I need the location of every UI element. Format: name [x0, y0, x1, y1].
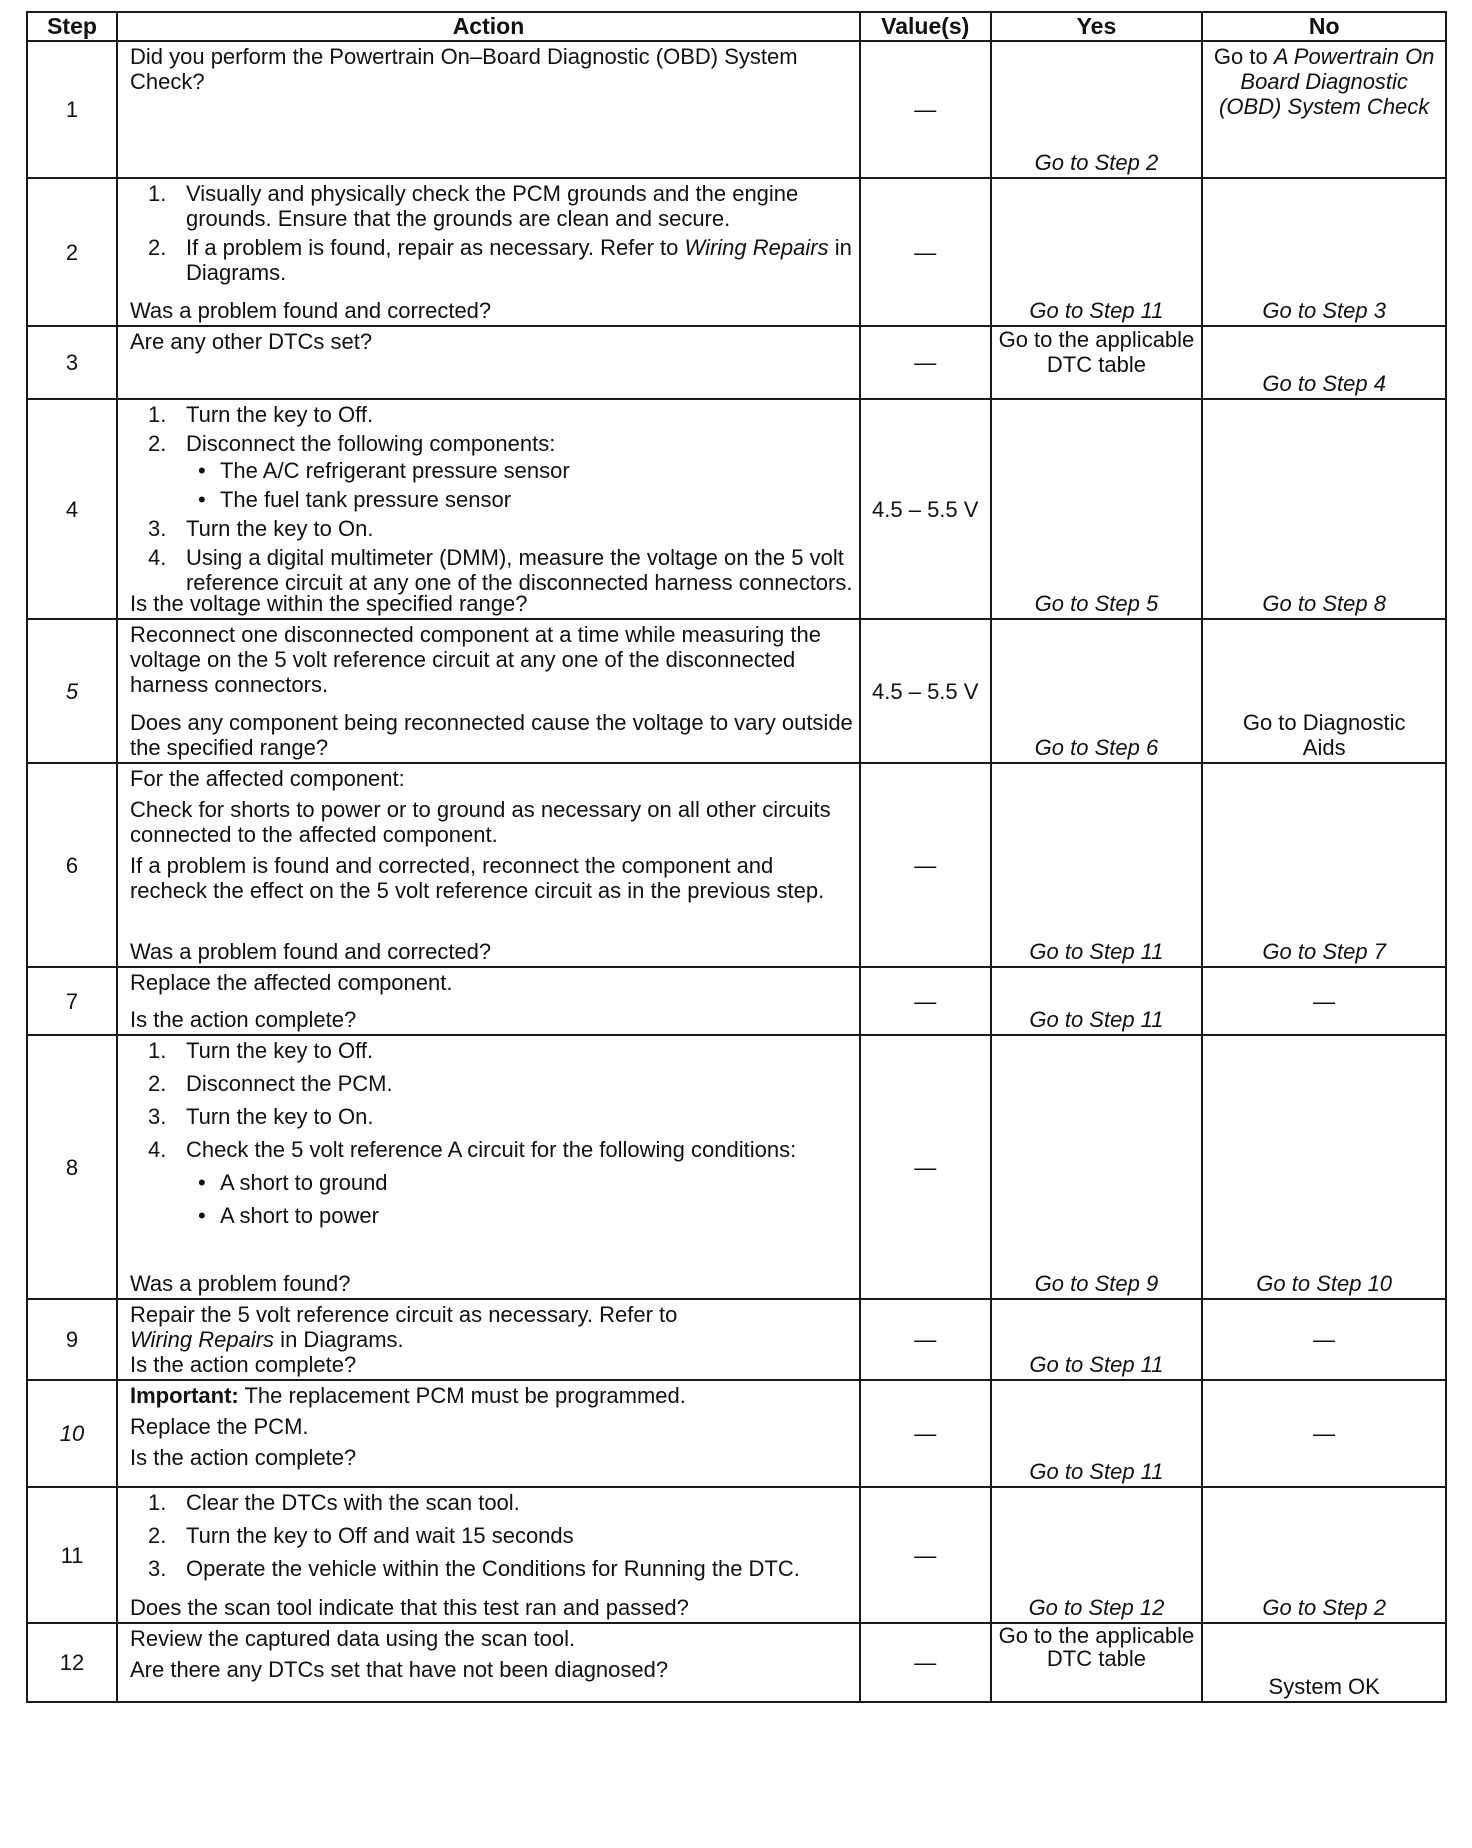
yes-cell	[991, 967, 1203, 1035]
no-cell	[1202, 178, 1446, 326]
no-cell: —	[1202, 1380, 1446, 1487]
yes-result: Go to Step 11	[1029, 1352, 1164, 1377]
reference-tail: in Diagrams.	[274, 1327, 404, 1352]
action-text	[130, 1302, 853, 1352]
table-row	[27, 619, 1446, 763]
no-cell	[1202, 619, 1446, 763]
list-item: 4. Check the 5 volt reference A circuit for the following conditions:	[147, 1137, 797, 1162]
no-cell: —	[1202, 967, 1446, 1035]
no-cell	[1202, 763, 1446, 967]
action-text: Did you perform the Powertrain On–Board Diagnostic (OBD) System Check?	[129, 44, 798, 94]
value-cell: —	[860, 967, 991, 1035]
action-question: Was a problem found?	[129, 1271, 351, 1296]
yes-cell	[991, 41, 1203, 178]
list-item-text: Disconnect the following components:	[185, 431, 556, 456]
list-item: 2. Turn the key to Off and wait 15 seconds	[147, 1523, 574, 1548]
table-row	[27, 178, 1446, 326]
action-question: Is the voltage within the specified range?	[129, 591, 528, 616]
value-cell: —	[860, 1035, 991, 1299]
action-question: Does any component being reconnected cause the voltage to vary outside the specified range?	[129, 710, 853, 760]
yes-cell	[991, 1623, 1203, 1702]
step-number: 5	[27, 619, 117, 763]
list-item-text: Operate the vehicle within the Conditions for Running the DTC.	[185, 1556, 800, 1581]
list-item: 3. Turn the key to On.	[147, 1104, 374, 1129]
action-cell	[117, 1487, 860, 1623]
value-cell: 4.5 – 5.5 V	[860, 399, 991, 619]
header-yes: Yes	[991, 12, 1203, 41]
no-result-link: A Powertrain On Board Diagnostic (OBD) System Check	[1219, 44, 1435, 119]
list-item-text: Turn the key to Off.	[185, 402, 374, 427]
table-row	[27, 1487, 1446, 1623]
yes-cell	[991, 763, 1203, 967]
header-values: Value(s)	[860, 12, 991, 41]
yes-cell	[991, 178, 1203, 326]
action-text: For the affected component:	[129, 766, 405, 791]
yes-cell	[991, 619, 1203, 763]
action-cell	[117, 326, 860, 399]
value-cell: —	[860, 1380, 991, 1487]
yes-result: Go to Step 11	[1029, 939, 1164, 964]
value-cell: 4.5 – 5.5 V	[860, 619, 991, 763]
action-question: Is the action complete?	[129, 1352, 357, 1377]
no-result: Go to Step 7	[1262, 939, 1386, 964]
action-cell	[117, 41, 860, 178]
yes-cell	[991, 1299, 1203, 1380]
no-cell	[1202, 1035, 1446, 1299]
step-number: 6	[27, 763, 117, 967]
value-cell: —	[860, 41, 991, 178]
list-item: 1. Visually and physically check the PCM grounds and the engine grounds. Ensure that the grounds are clean and secure.	[147, 181, 799, 231]
list-item: 1. Turn the key to Off.	[147, 1038, 374, 1063]
action-question: Is the action complete?	[129, 1445, 357, 1470]
step-number: 4	[27, 399, 117, 619]
reference-link: Wiring Repairs	[129, 1327, 275, 1352]
action-cell	[117, 1623, 860, 1702]
step-number: 7	[27, 967, 117, 1035]
list-item: 4. Using a digital multimeter (DMM), measure the voltage on the 5 volt reference circuit at any one of the disconnected harness connectors.	[147, 545, 853, 595]
bullet-text: The fuel tank pressure sensor	[219, 487, 512, 512]
yes-result: Go to Step 9	[1034, 1271, 1159, 1296]
header-no: No	[1202, 12, 1446, 41]
action-question: Does the scan tool indicate that this test ran and passed?	[129, 1595, 689, 1620]
table-row	[27, 763, 1446, 967]
bullet-item: • A short to ground	[197, 1170, 388, 1195]
no-result: System OK	[1268, 1674, 1380, 1699]
no-cell: —	[1202, 1299, 1446, 1380]
action-cell	[117, 1035, 860, 1299]
yes-cell	[991, 1380, 1203, 1487]
list-item-text: Check the 5 volt reference A circuit for the following conditions:	[185, 1137, 797, 1162]
table-row	[27, 1299, 1446, 1380]
action-question: Are there any DTCs set that have not been diagnosed?	[129, 1657, 669, 1682]
numbered-list	[130, 181, 853, 285]
diagnostic-table	[26, 11, 1447, 1703]
step-number: 8	[27, 1035, 117, 1299]
yes-result: Go to Step 2	[1034, 150, 1159, 175]
action-cell	[117, 619, 860, 763]
numbered-list	[130, 1490, 853, 1581]
yes-cell	[991, 1035, 1203, 1299]
action-text: Replace the PCM.	[129, 1414, 309, 1439]
list-item: 2. If a problem is found, repair as necessary. Refer to Wiring Repairs in Diagrams.	[147, 235, 852, 285]
action-question: Was a problem found and corrected?	[129, 298, 492, 323]
bullet-text: A short to ground	[219, 1170, 388, 1195]
yes-cell	[991, 326, 1203, 399]
yes-cell	[991, 1487, 1203, 1623]
value-cell: —	[860, 326, 991, 399]
list-item: 2. Disconnect the following components:	[147, 431, 556, 456]
header-action: Action	[117, 12, 860, 41]
no-cell	[1202, 1623, 1446, 1702]
list-item: 2. Disconnect the PCM.	[147, 1071, 393, 1096]
bullet-text: A short to power	[219, 1203, 379, 1228]
no-result: Go to Step 3	[1262, 298, 1386, 323]
no-result: Go to Step 2	[1262, 1595, 1386, 1620]
list-item-text: Using a digital multimeter (DMM), measure the voltage on the 5 volt reference circuit at any one of the disconnected harness connectors.	[185, 545, 853, 595]
value-cell: —	[860, 178, 991, 326]
action-text: Replace the affected component.	[129, 970, 453, 995]
no-cell	[1202, 399, 1446, 619]
diagnostic-table-page	[26, 11, 1447, 1703]
no-result: Go to Step 4	[1262, 371, 1386, 396]
list-item-text: Disconnect the PCM.	[185, 1071, 393, 1096]
table-row	[27, 41, 1446, 178]
list-item-text: Visually and physically check the PCM grounds and the engine grounds. Ensure that the grounds are clean and secure.	[185, 181, 799, 231]
no-cell	[1202, 326, 1446, 399]
table-row	[27, 1035, 1446, 1299]
step-number: 2	[27, 178, 117, 326]
bullet-text: The A/C refrigerant pressure sensor	[219, 458, 570, 483]
action-cell	[117, 1299, 860, 1380]
step-number: 11	[27, 1487, 117, 1623]
table-row	[27, 326, 1446, 399]
header-row	[27, 12, 1446, 41]
value-cell: —	[860, 1487, 991, 1623]
yes-result: Go to Step 11	[1029, 298, 1164, 323]
action-cell	[117, 399, 860, 619]
step-number: 3	[27, 326, 117, 399]
yes-cell	[991, 399, 1203, 619]
no-result: Go to Step 8	[1262, 591, 1386, 616]
table-row	[27, 1380, 1446, 1487]
no-result-prefix: Go to	[1213, 44, 1274, 69]
yes-result: Go to the applicable DTC table	[998, 327, 1195, 377]
yes-result: Go to Step 6	[1034, 735, 1159, 760]
numbered-list	[130, 402, 853, 595]
step-number: 12	[27, 1623, 117, 1702]
action-text: Check for shorts to power or to ground as necessary on all other circuits connected to the affected component.	[129, 797, 831, 847]
list-item: 3. Turn the key to On.	[147, 516, 374, 541]
no-result	[1203, 42, 1445, 121]
yes-result: Go to Step 12	[1028, 1595, 1165, 1620]
yes-result: Go to the applicable DTC table	[998, 1623, 1195, 1671]
list-item: 3. Operate the vehicle within the Conditions for Running the DTC.	[147, 1556, 800, 1581]
value-cell: —	[860, 1299, 991, 1380]
reference-tail: in Diagrams.	[185, 235, 852, 285]
list-item-text: Turn the key to On.	[185, 516, 374, 541]
reference-link: Wiring Repairs	[684, 235, 829, 260]
header-step: Step	[27, 12, 117, 41]
action-cell	[117, 763, 860, 967]
important-text: The replacement PCM must be programmed.	[238, 1383, 686, 1408]
list-item-text: Turn the key to Off and wait 15 seconds	[185, 1523, 574, 1548]
bullet-item: • The A/C refrigerant pressure sensor	[197, 458, 570, 483]
no-result: Go to Step 10	[1256, 1271, 1393, 1296]
list-item: 1. Turn the key to Off.	[147, 402, 374, 427]
bullet-item: • A short to power	[197, 1203, 379, 1228]
step-number: 9	[27, 1299, 117, 1380]
list-item-text: Clear the DTCs with the scan tool.	[185, 1490, 520, 1515]
table-row	[27, 967, 1446, 1035]
numbered-list	[130, 1038, 853, 1228]
action-question: Is the action complete?	[129, 1007, 357, 1032]
action-question: Was a problem found and corrected?	[129, 939, 492, 964]
yes-result: Go to Step 5	[1034, 591, 1159, 616]
action-text: If a problem is found and corrected, reconnect the component and recheck the effect on the 5 volt reference circuit as in the previous step.	[129, 853, 825, 903]
no-cell	[1202, 41, 1446, 178]
action-cell	[117, 178, 860, 326]
list-item-text: Turn the key to Off.	[185, 1038, 374, 1063]
no-cell	[1202, 1487, 1446, 1623]
important-label: Important:	[129, 1383, 239, 1408]
list-item-text: Turn the key to On.	[185, 1104, 374, 1129]
step-number: 1	[27, 41, 117, 178]
action-text: Review the captured data using the scan tool.	[129, 1626, 576, 1651]
value-cell: —	[860, 763, 991, 967]
table-row	[27, 399, 1446, 619]
action-text: Are any other DTCs set?	[129, 329, 373, 354]
bullet-item: • The fuel tank pressure sensor	[197, 487, 512, 512]
no-result: Go to Diagnostic Aids	[1242, 710, 1406, 760]
list-item-text: If a problem is found, repair as necessary. Refer to	[185, 235, 679, 260]
action-cell	[117, 967, 860, 1035]
yes-result: Go to Step 11	[1029, 1459, 1164, 1484]
list-item: 1. Clear the DTCs with the scan tool.	[147, 1490, 520, 1515]
important-note	[130, 1383, 853, 1408]
yes-result: Go to Step 11	[1029, 1007, 1164, 1032]
value-cell: —	[860, 1623, 991, 1702]
action-text: Reconnect one disconnected component at a time while measuring the voltage on the 5 volt reference circuit at any one of the disconnected harness connectors.	[129, 622, 821, 697]
step-number: 10	[27, 1380, 117, 1487]
action-cell	[117, 1380, 860, 1487]
action-text-main: Repair the 5 volt reference circuit as necessary. Refer to	[129, 1302, 678, 1327]
table-row	[27, 1623, 1446, 1702]
